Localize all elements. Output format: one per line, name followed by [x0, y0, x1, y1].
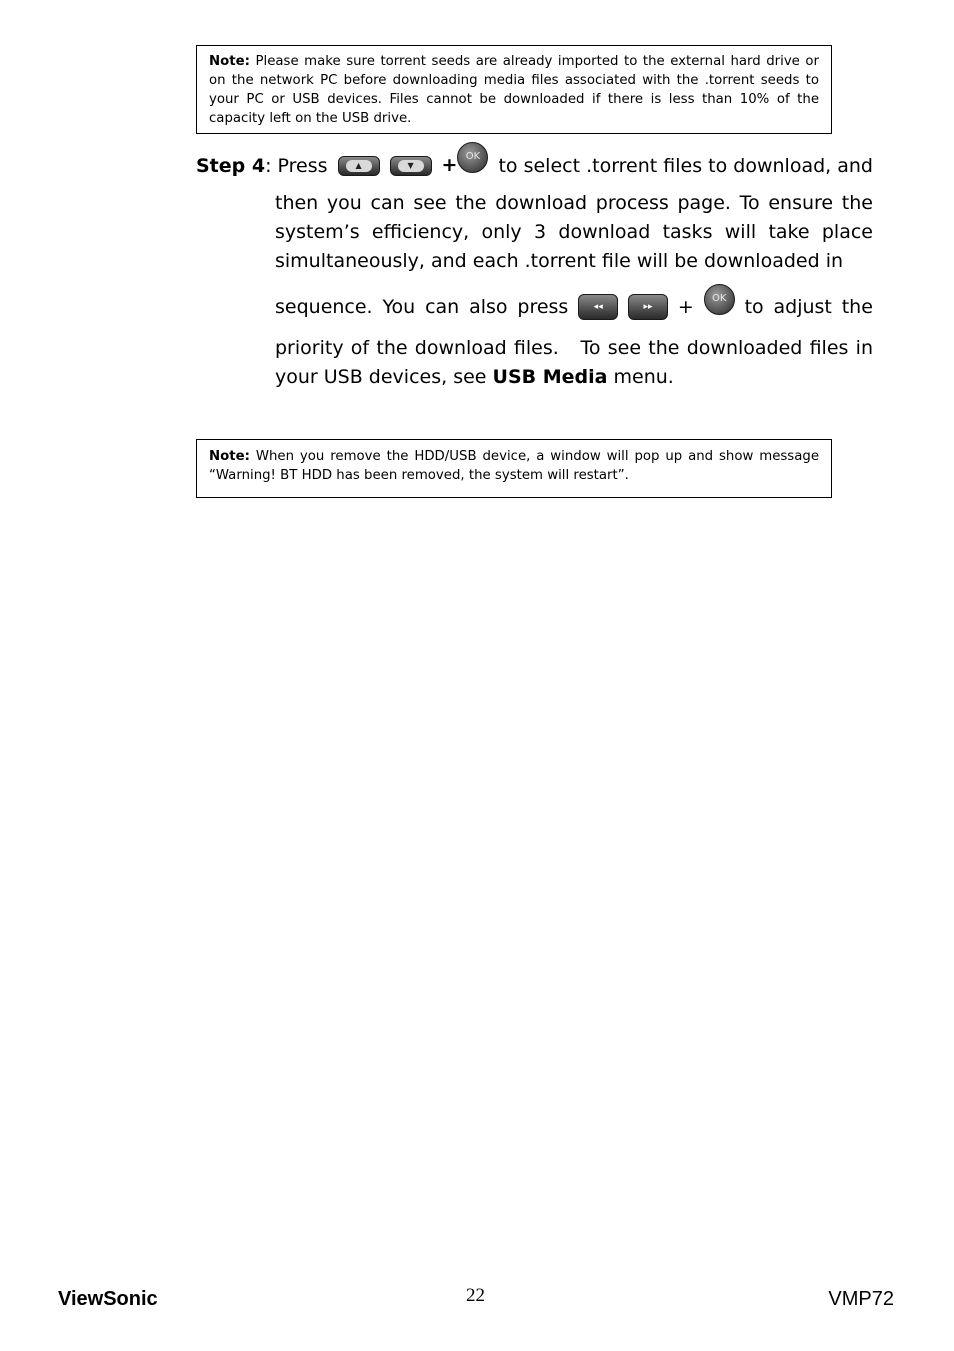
seq-word: can [425, 296, 460, 318]
note-box-removal [196, 439, 832, 498]
priority-text: priority of the download files. To see the downloaded files in your USB devices, see [275, 337, 873, 388]
step4-plus-and-ok [442, 150, 489, 181]
footer-model: VMP72 [828, 1288, 894, 1310]
up-arrow-button-icon: ▲ [338, 156, 380, 176]
down-arrow-button-icon: ▼ [390, 156, 432, 176]
step4-paragraph-1: then you can see the download process page. To ensure the system’s efficiency, only 3 download tasks will take place simultaneously, and each .torrent file will be downloaded in [275, 192, 873, 272]
seq-word: press [517, 296, 569, 318]
step4-paragraph-2 [275, 334, 873, 392]
note-text: When you remove the HDD/USB device, a window will pop up and show message “Warning! BT HDD has been removed, the system will restart”. [209, 449, 819, 483]
plus-sign: + [441, 154, 458, 176]
step4-sequence-line [275, 287, 873, 327]
fast-forward-button-icon: ▸▸ [628, 294, 668, 320]
step4-label: Step 4 [196, 154, 266, 177]
step4-press-text: : Press [265, 154, 328, 177]
adjust-word: the [841, 296, 873, 318]
step4-select-text: to select .torrent files to download, and [498, 154, 873, 177]
ok-button-icon: OK [457, 142, 488, 173]
note-label: Note: [209, 54, 250, 69]
note-box-torrent [196, 45, 832, 134]
step4-first-line [196, 150, 873, 181]
rewind-button-icon: ◂◂ [578, 294, 618, 320]
seq-word: also [469, 296, 508, 318]
ok-button-icon: OK [704, 284, 735, 315]
note-label: Note: [209, 449, 250, 464]
seq-word: sequence. [275, 296, 373, 318]
adjust-word: adjust [773, 296, 832, 318]
adjust-word: to [744, 296, 764, 318]
footer-brand: ViewSonic [58, 1288, 158, 1310]
seq-word: You [382, 296, 416, 318]
step4-intro [196, 151, 328, 181]
menu-suffix: menu. [607, 366, 674, 388]
usb-media-menu-name: USB Media [492, 366, 608, 388]
plus-sign: + [677, 296, 694, 318]
note-text: Please make sure torrent seeds are already imported to the external hard drive or on the network PC before downloading media files associated with the .torrent seeds to your PC or USB devices. Files cannot be downloaded if there is less than 10% of the capacity left on the USB drive. [209, 54, 819, 126]
page-number: 22 [466, 1285, 485, 1306]
